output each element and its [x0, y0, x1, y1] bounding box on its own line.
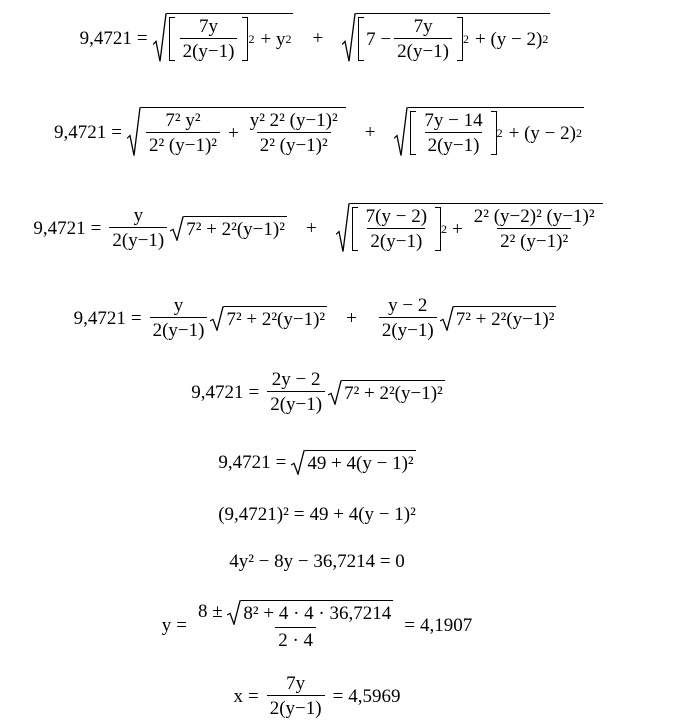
lhs-value: 9,4721 — [73, 307, 126, 329]
fraction: $\frac{y}{2(y-1)}$ — [150, 296, 208, 340]
radical: 7² + 2²(y−1)² — [328, 380, 445, 405]
rhs-value: 49 + 4(y − 1)² — [309, 503, 416, 525]
radical-sign — [394, 107, 408, 157]
equation-line-2: 9,4721 = $\frac{\text{7² y²}}{\text{2² (y−1)²}}$ + $\frac{\text{y² 2² (y−1)²}}{\text{2² (y−1)²}}$ + $\frac{7y - 14}{2(y-1)}$ 2 + (y − 2) 2 — [0, 96, 660, 168]
equation-line-9: y = 8 ± 8² + 4 · 4 · 36,7214 2 · 4 = 4,1907 — [161, 600, 473, 651]
radical-sign — [227, 600, 241, 625]
fraction: $\frac{7y}{2(y-1)}$ — [394, 17, 452, 61]
equation-line-7: (9,4721)² = 49 + 4(y − 1)² — [218, 503, 416, 525]
equation-line-1: 9,4721 = $\frac{7y}{2(y-1)}$ 2 + y 2 + 7 − $\frac{7y}{2(y-1)}$ 2 + (y − 2) 2 — [0, 8, 656, 68]
fraction: $\frac{7y}{2(y-1)}$ — [180, 17, 238, 61]
radical-sign — [291, 450, 305, 475]
equation-line-6: 9,4721 = 49 + 4(y − 1)² — [218, 451, 414, 474]
radical: 7² + 2²(y−1)² — [440, 306, 557, 331]
lhs-variable: x — [233, 685, 243, 707]
radical-sign — [342, 13, 356, 63]
radical: 8² + 4 · 4 · 36,7214 — [227, 600, 393, 625]
lhs-value: 9,4721 — [33, 217, 86, 239]
lhs-value: 9,4721 — [218, 451, 271, 473]
fraction: $\frac{7y - 14}{2(y-1)}$ — [424, 110, 483, 156]
quadratic-equation: 4y² − 8y − 36,7214 = 0 — [229, 550, 405, 572]
fraction: 8 ± 8² + 4 · 4 · 36,7214 2 · 4 — [197, 600, 392, 651]
radical: $\frac{7(y - 2)}{2(y-1)}$ 2 + $\frac{\text{2² (y−2)² (y−1)²}}{\text{2² (y−1)²}}$ — [336, 203, 603, 253]
fraction: $\frac{\text{2² (y−2)² (y−1)²}}{\text{2² (y−1)²}}$ — [473, 206, 595, 252]
lhs-value: 9,4721 — [79, 27, 132, 49]
fraction: $\frac{2y - 2}{2(y-1)}$ — [267, 370, 325, 414]
lhs-value: 9,4721 — [191, 381, 244, 403]
radical: $\frac{\text{7² y²}}{\text{2² (y−1)²}}$ + $\frac{\text{y² 2² (y−1)²}}{\text{2² (y−1)²}}$ — [127, 107, 346, 157]
lhs-value: 9,4721 — [54, 121, 107, 143]
radical: $\frac{7y}{2(y-1)}$ 2 + y 2 — [153, 13, 294, 63]
equation-line-8 — [0, 546, 658, 576]
radical: 7² + 2²(y−1)² — [210, 306, 327, 331]
radical-sign — [127, 107, 141, 157]
fraction: $\frac{y - 2}{2(y-1)}$ — [379, 296, 437, 340]
equation-line-3: 9,4721 = $\frac{y}{2(y-1)}$ 7² + 2²(y−1)² + $\frac{7(y - 2)}{2(y-1)}$ 2 + $\frac{\text{2² (y−2)² (y−1)²}}{\text{2² (y−1)²}}$ — [0, 192, 659, 264]
result-value: 4,5969 — [348, 685, 401, 707]
radical-sign — [153, 13, 167, 63]
radical: 7 − $\frac{7y}{2(y-1)}$ 2 + (y − 2) 2 — [342, 13, 550, 63]
equation-line-10: x = $\frac{7y}{2(y-1)}$ = 4,5969 — [233, 673, 401, 719]
radical: 49 + 4(y − 1)² — [291, 450, 415, 475]
radical-sign — [170, 216, 184, 241]
fraction: $\frac{\text{7² y²}}{\text{2² (y−1)²}}$ — [146, 111, 220, 155]
radical: $\frac{7y - 14}{2(y-1)}$ 2 + (y − 2) 2 — [394, 107, 584, 157]
radical-sign — [210, 306, 224, 331]
fraction: $\frac{7(y - 2)}{2(y-1)}$ — [365, 206, 428, 252]
result-value: 4,1907 — [419, 614, 473, 636]
equation-line-5: 9,4721 = $\frac{2y - 2}{2(y-1)}$ 7² + 2²(y−1)² — [191, 369, 443, 415]
equation-line-4: 9,4721 = $\frac{y}{2(y-1)}$ 7² + 2²(y−1)² + $\frac{y - 2}{2(y-1)}$ 7² + 2²(y−1)² — [73, 295, 555, 341]
fraction: $\frac{7y}{2(y-1)}$ — [267, 674, 325, 718]
radical-sign — [328, 380, 342, 405]
radical-sign — [440, 306, 454, 331]
fraction: $\frac{\text{y² 2² (y−1)²}}{\text{2² (y−1)²}}$ — [249, 110, 338, 156]
fraction: $\frac{y}{2(y-1)}$ — [109, 206, 167, 250]
radical-sign — [336, 203, 350, 253]
lhs-variable: y — [161, 614, 172, 636]
radical: 7² + 2²(y−1)² — [170, 216, 287, 241]
lhs-value: (9,4721)² — [218, 503, 289, 525]
